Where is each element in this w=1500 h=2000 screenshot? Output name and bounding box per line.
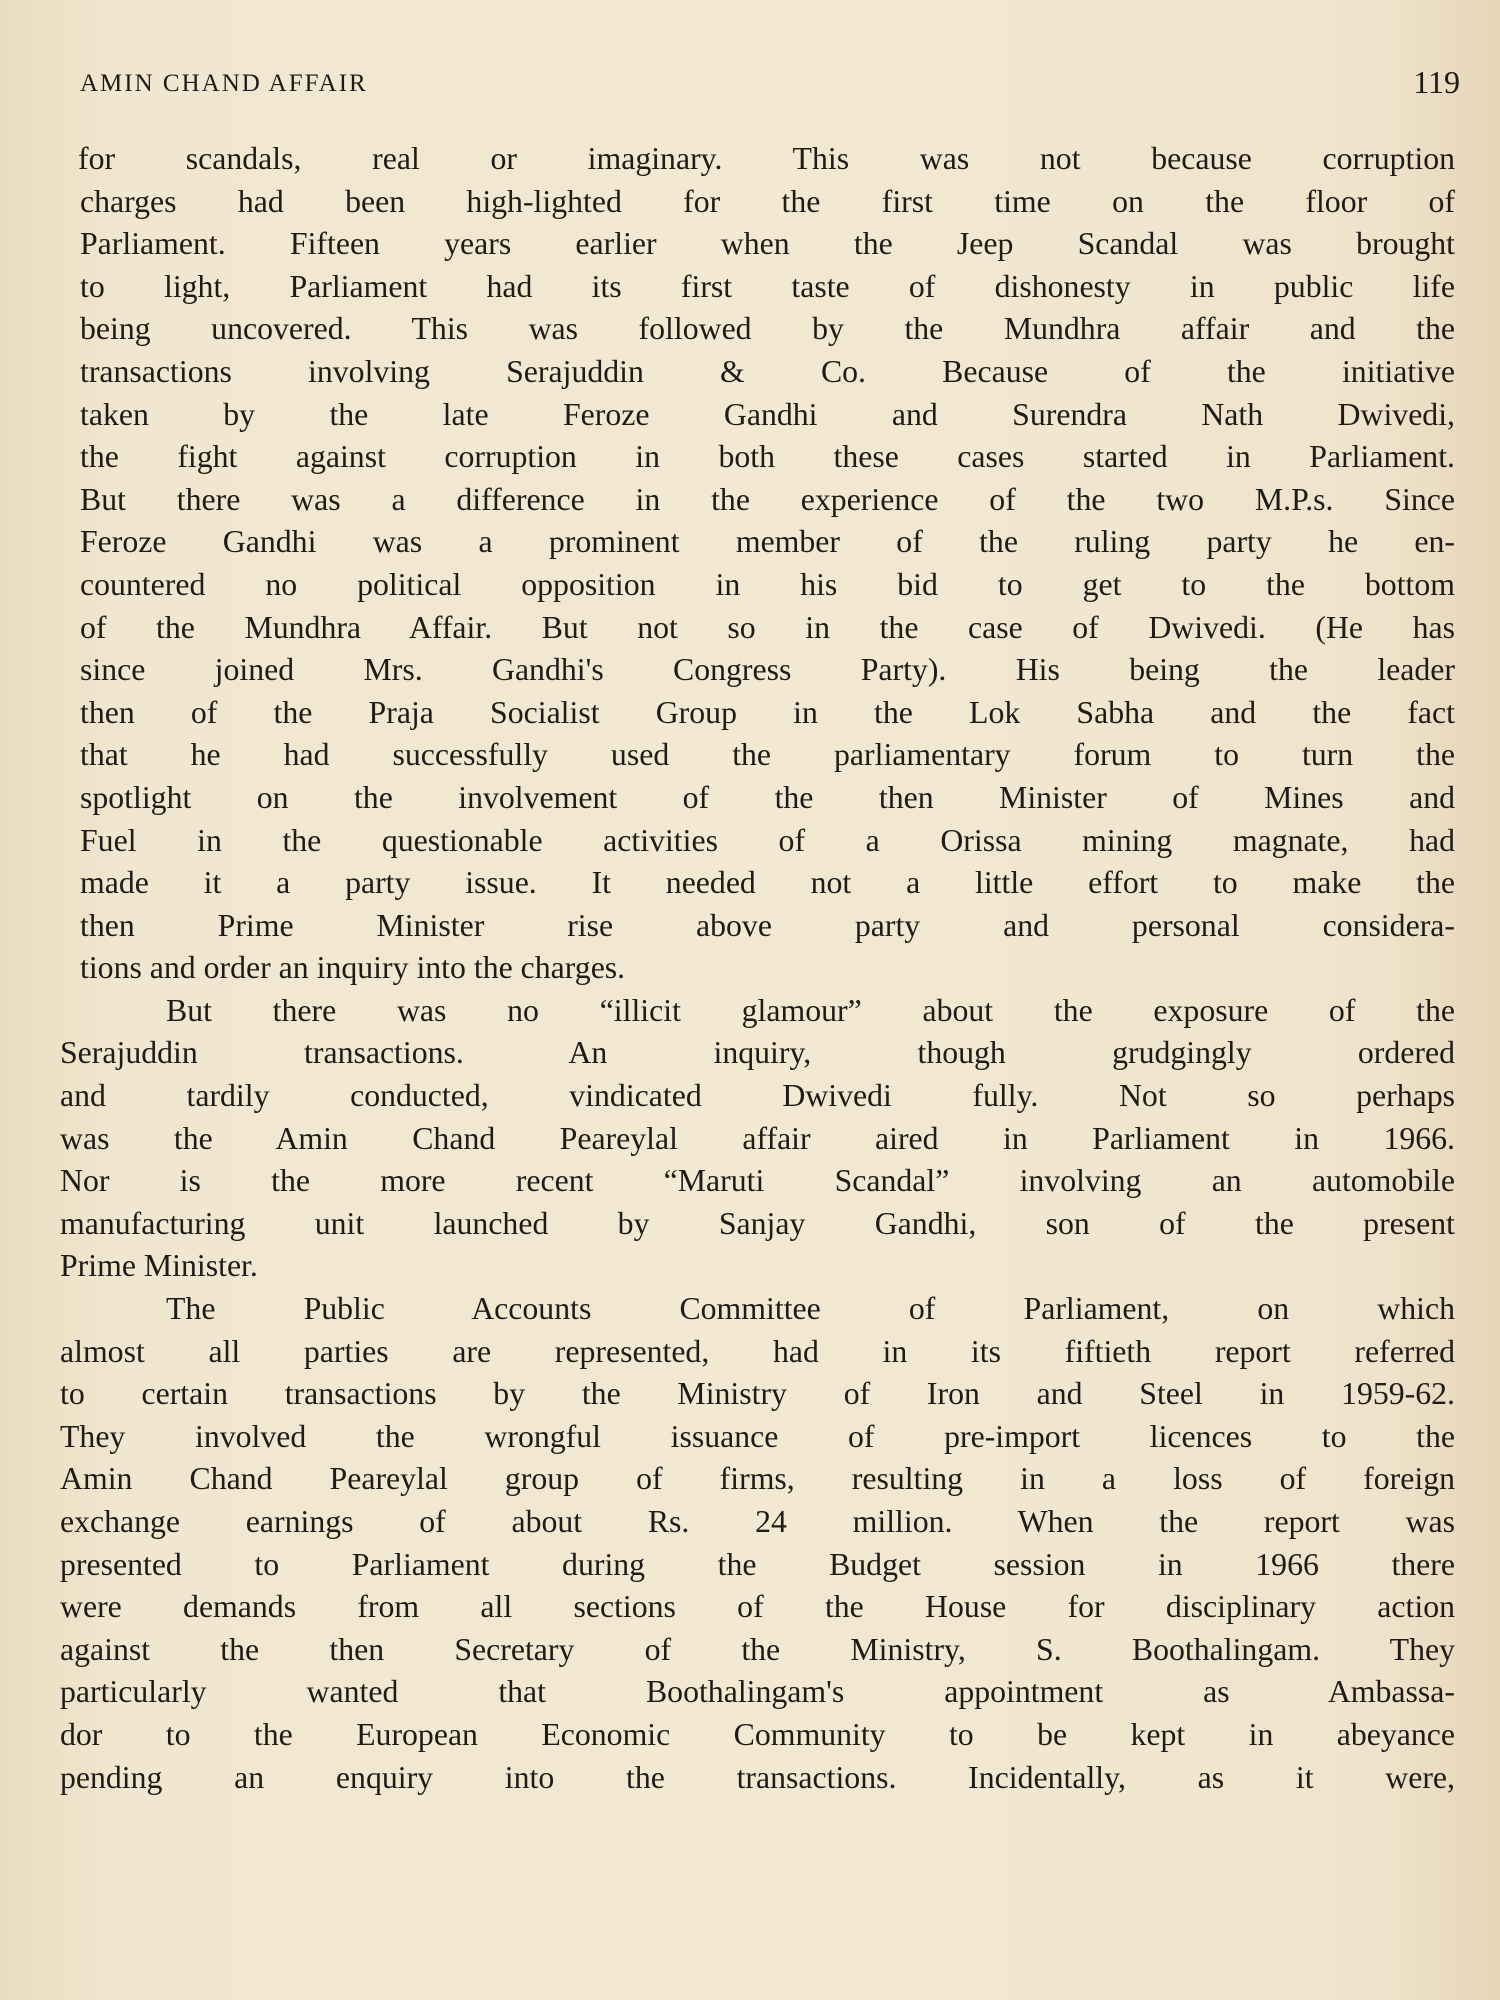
text-line: that he had successfully used the parliamentary forum to turn the (80, 737, 1455, 773)
text-line: But there was a difference in the experience of the two M.P.s. Since (80, 481, 1455, 517)
text-line: presented to Parliament during the Budget session in 1966 there (60, 1546, 1455, 1582)
text-line: Serajuddin transactions. An inquiry, though grudgingly ordered (60, 1035, 1455, 1071)
text-line: almost all parties are represented, had in its fiftieth report referred (60, 1333, 1455, 1369)
text-line: charges had been high-lighted for the first time on the floor of (80, 183, 1455, 219)
running-head (80, 64, 1460, 104)
text-line: then Prime Minister rise above party and personal considera- (80, 907, 1455, 943)
text-line: Fuel in the questionable activities of a Orissa mining magnate, had (80, 822, 1455, 858)
text-line: of the Mundhra Affair. But not so in the case of Dwivedi. (He has (80, 609, 1455, 645)
text-line: taken by the late Feroze Gandhi and Surendra Nath Dwivedi, (80, 396, 1455, 432)
text-line: was the Amin Chand Peareylal affair aired in Parliament in 1966. (60, 1120, 1455, 1156)
text-line: But there was no “illicit glamour” about the exposure of the (166, 992, 1455, 1028)
text-line: spotlight on the involvement of the then Minister of Mines and (80, 779, 1455, 815)
text-line: particularly wanted that Boothalingam's appointment as Ambassa- (60, 1674, 1455, 1710)
paragraph-2 (60, 990, 1455, 1288)
text-line: transactions involving Serajuddin & Co. Because of the initiative (80, 353, 1455, 389)
text-line: exchange earnings of about Rs. 24 million. When the report was (60, 1504, 1455, 1539)
text-line: countered no political opposition in his bid to get to the bottom (80, 566, 1455, 602)
text-line: for scandals, real or imaginary. This was not because corruption (78, 141, 1455, 176)
text-line: Parliament. Fifteen years earlier when the Jeep Scandal was brought (80, 226, 1455, 262)
text-line: manufacturing unit launched by Sanjay Gandhi, son of the present (60, 1205, 1455, 1241)
body-text (60, 138, 1455, 1799)
page-number: 119 (1413, 64, 1460, 100)
text-line: were demands from all sections of the House for disciplinary action (60, 1589, 1455, 1625)
text-line: then of the Praja Socialist Group in the Lok Sabha and the fact (80, 694, 1455, 730)
paragraph-1 (60, 138, 1455, 990)
paragraph-3 (60, 1288, 1455, 1799)
running-title: AMIN CHAND AFFAIR (80, 70, 368, 97)
text-line: Nor is the more recent “Maruti Scandal” involving an automobile (60, 1163, 1455, 1199)
text-line: against the then Secretary of the Ministry, S. Boothalingam. They (60, 1631, 1455, 1667)
text-line: pending an enquiry into the transactions. Incidentally, as it were, (60, 1759, 1455, 1795)
text-line: Amin Chand Peareylal group of firms, resulting in a loss of foreign (60, 1461, 1455, 1497)
text-line: Prime Minister. (60, 1248, 258, 1284)
text-line: and tardily conducted, vindicated Dwivedi fully. Not so perhaps (60, 1078, 1455, 1114)
text-line: to light, Parliament had its first taste of dishonesty in public life (80, 268, 1455, 304)
text-line: They involved the wrongful issuance of pre-import licences to the (60, 1418, 1455, 1454)
text-line: tions and order an inquiry into the charges. (80, 950, 626, 986)
text-line: Feroze Gandhi was a prominent member of the ruling party he en- (80, 524, 1455, 560)
text-line: being uncovered. This was followed by the Mundhra affair and the (80, 311, 1455, 347)
text-line: the fight against corruption in both these cases started in Parliament. (80, 439, 1455, 475)
text-line: made it a party issue. It needed not a little effort to make the (80, 865, 1455, 901)
text-line: since joined Mrs. Gandhi's Congress Party). His being the leader (80, 652, 1455, 688)
text-line: dor to the European Economic Community to be kept in abeyance (60, 1716, 1455, 1752)
text-line: The Public Accounts Committee of Parliament, on which (166, 1291, 1455, 1327)
text-line: to certain transactions by the Ministry of Iron and Steel in 1959-62. (60, 1376, 1455, 1412)
